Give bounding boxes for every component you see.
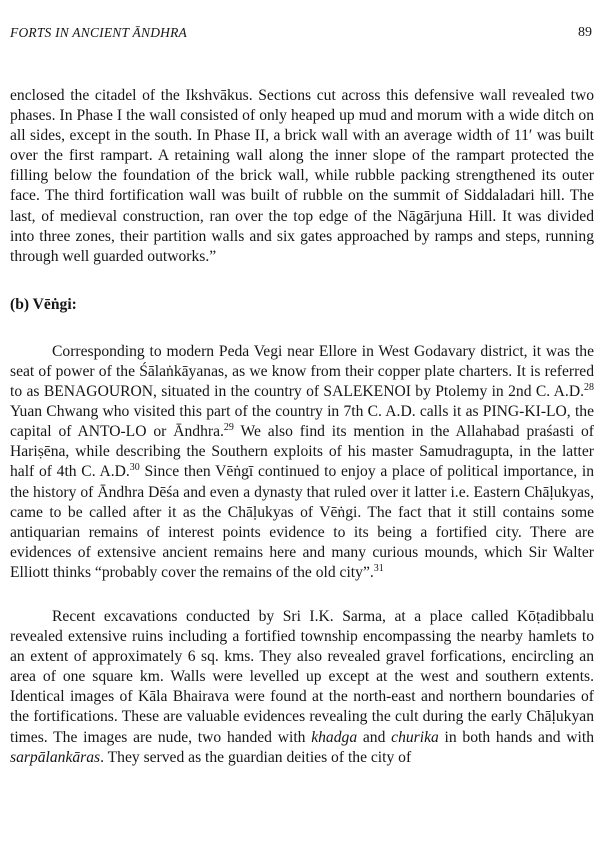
paragraph-text: Yuan Chwang who visited this part of the country in 7th C. A.D. calls it as PING-KI-LO, the capital of ANTO-LO or Āndhra. bbox=[10, 403, 594, 441]
book-page bbox=[10, 0, 594, 847]
italic-term: sarpālankāras bbox=[10, 748, 101, 766]
page-body bbox=[10, 86, 594, 768]
italic-term: khadga bbox=[311, 728, 358, 746]
running-header bbox=[10, 25, 594, 45]
footnote-ref: 28 bbox=[584, 381, 594, 393]
section-heading-vengi: (b) Vēṅgi: bbox=[10, 295, 77, 313]
paragraph-text: . They served as the guardian deities of the city of bbox=[100, 748, 412, 766]
paragraph-text: We also find its mention in the Allahabad praśasti of Hariṣēna, while describing the Southern exploits of his master Samudragupta, in the latter half of 4th C. A.D. bbox=[10, 423, 594, 481]
paragraph-text: and bbox=[357, 728, 392, 746]
paragraph-text: in both hands and with bbox=[438, 728, 595, 746]
footnote-ref: 30 bbox=[129, 462, 140, 474]
paragraph-vengi-history bbox=[10, 342, 594, 583]
running-title: FORTS IN ANCIENT ĀNDHRA bbox=[10, 25, 187, 40]
paragraph-text: Since then Vēṅgī continued to enjoy a place of political importance, in the history of Āndhra Dēśa and even a dynasty that ruled over it latter i.e. Eastern Chāḷukyas, came to be called after it as the Chāḷukyas of Vēṅgi. The fact that it still contains some antiquarian remains of interest points evidence to its being a fortified city. There are evidences of extensive ancient remains here and many curious mounds, which Sir Walter Elliott thinks “probably cover the remains of the old city”. bbox=[10, 463, 595, 581]
italic-term: churika bbox=[391, 728, 439, 746]
paragraph-kotadibbalu-excavations bbox=[10, 607, 594, 768]
paragraph-ikshvaku-walls: enclosed the citadel of the Ikshvākus. Sections cut across this defensive wall revealed two phases. In Phase I the wall consisted of only heaped up mud and morum with a wide ditch on all sides, except in the south. In Phase II, a brick wall with an average width of 11′ was built over the first rampart. A retaining wall along the inner slope of the rampart protected the filling below the foundation of the brick wall, while rubble packing strengthened its outer face. The third fortification wall was built of rubble on the summit of Siddaladari hill. The last, of medieval construction, ran over the top edge of the Nāgārjuna Hill. It was divided into three zones, their partition walls and six gates approached by ramps and steps, running through well guarded outworks.” bbox=[10, 87, 594, 265]
footnote-ref: 29 bbox=[223, 422, 234, 434]
footnote-ref: 31 bbox=[373, 562, 384, 574]
paragraph-text: Recent excavations conducted by Sri I.K. Sarma, at a place called Kōṭadibbalu revealed extensive ruins including a fortified township encompassing the nearby hamlets to an extent of approximately 6 sq. kms. They also revealed gravel forfications, encircling an area of one square km. Walls were levelled up except at the west and southern extents. Identical images of Kāla Bhairava were found at the north-east and northern boundaries of the fortifications. These are valuable evidences revealing the cult during the early Chāḷukyan times. The images are nude, two handed with bbox=[10, 607, 594, 746]
paragraph-text: Corresponding to modern Peda Vegi near Ellore in West Godavary district, it was the seat of power of the Śālaṅkāyanas, as we know from their copper plate charters. It is referred to as BENAGOURON, situated in the country of SALEKENOI by Ptolemy in 2nd C. A.D. bbox=[10, 342, 594, 401]
page-number: 89 bbox=[578, 25, 592, 40]
